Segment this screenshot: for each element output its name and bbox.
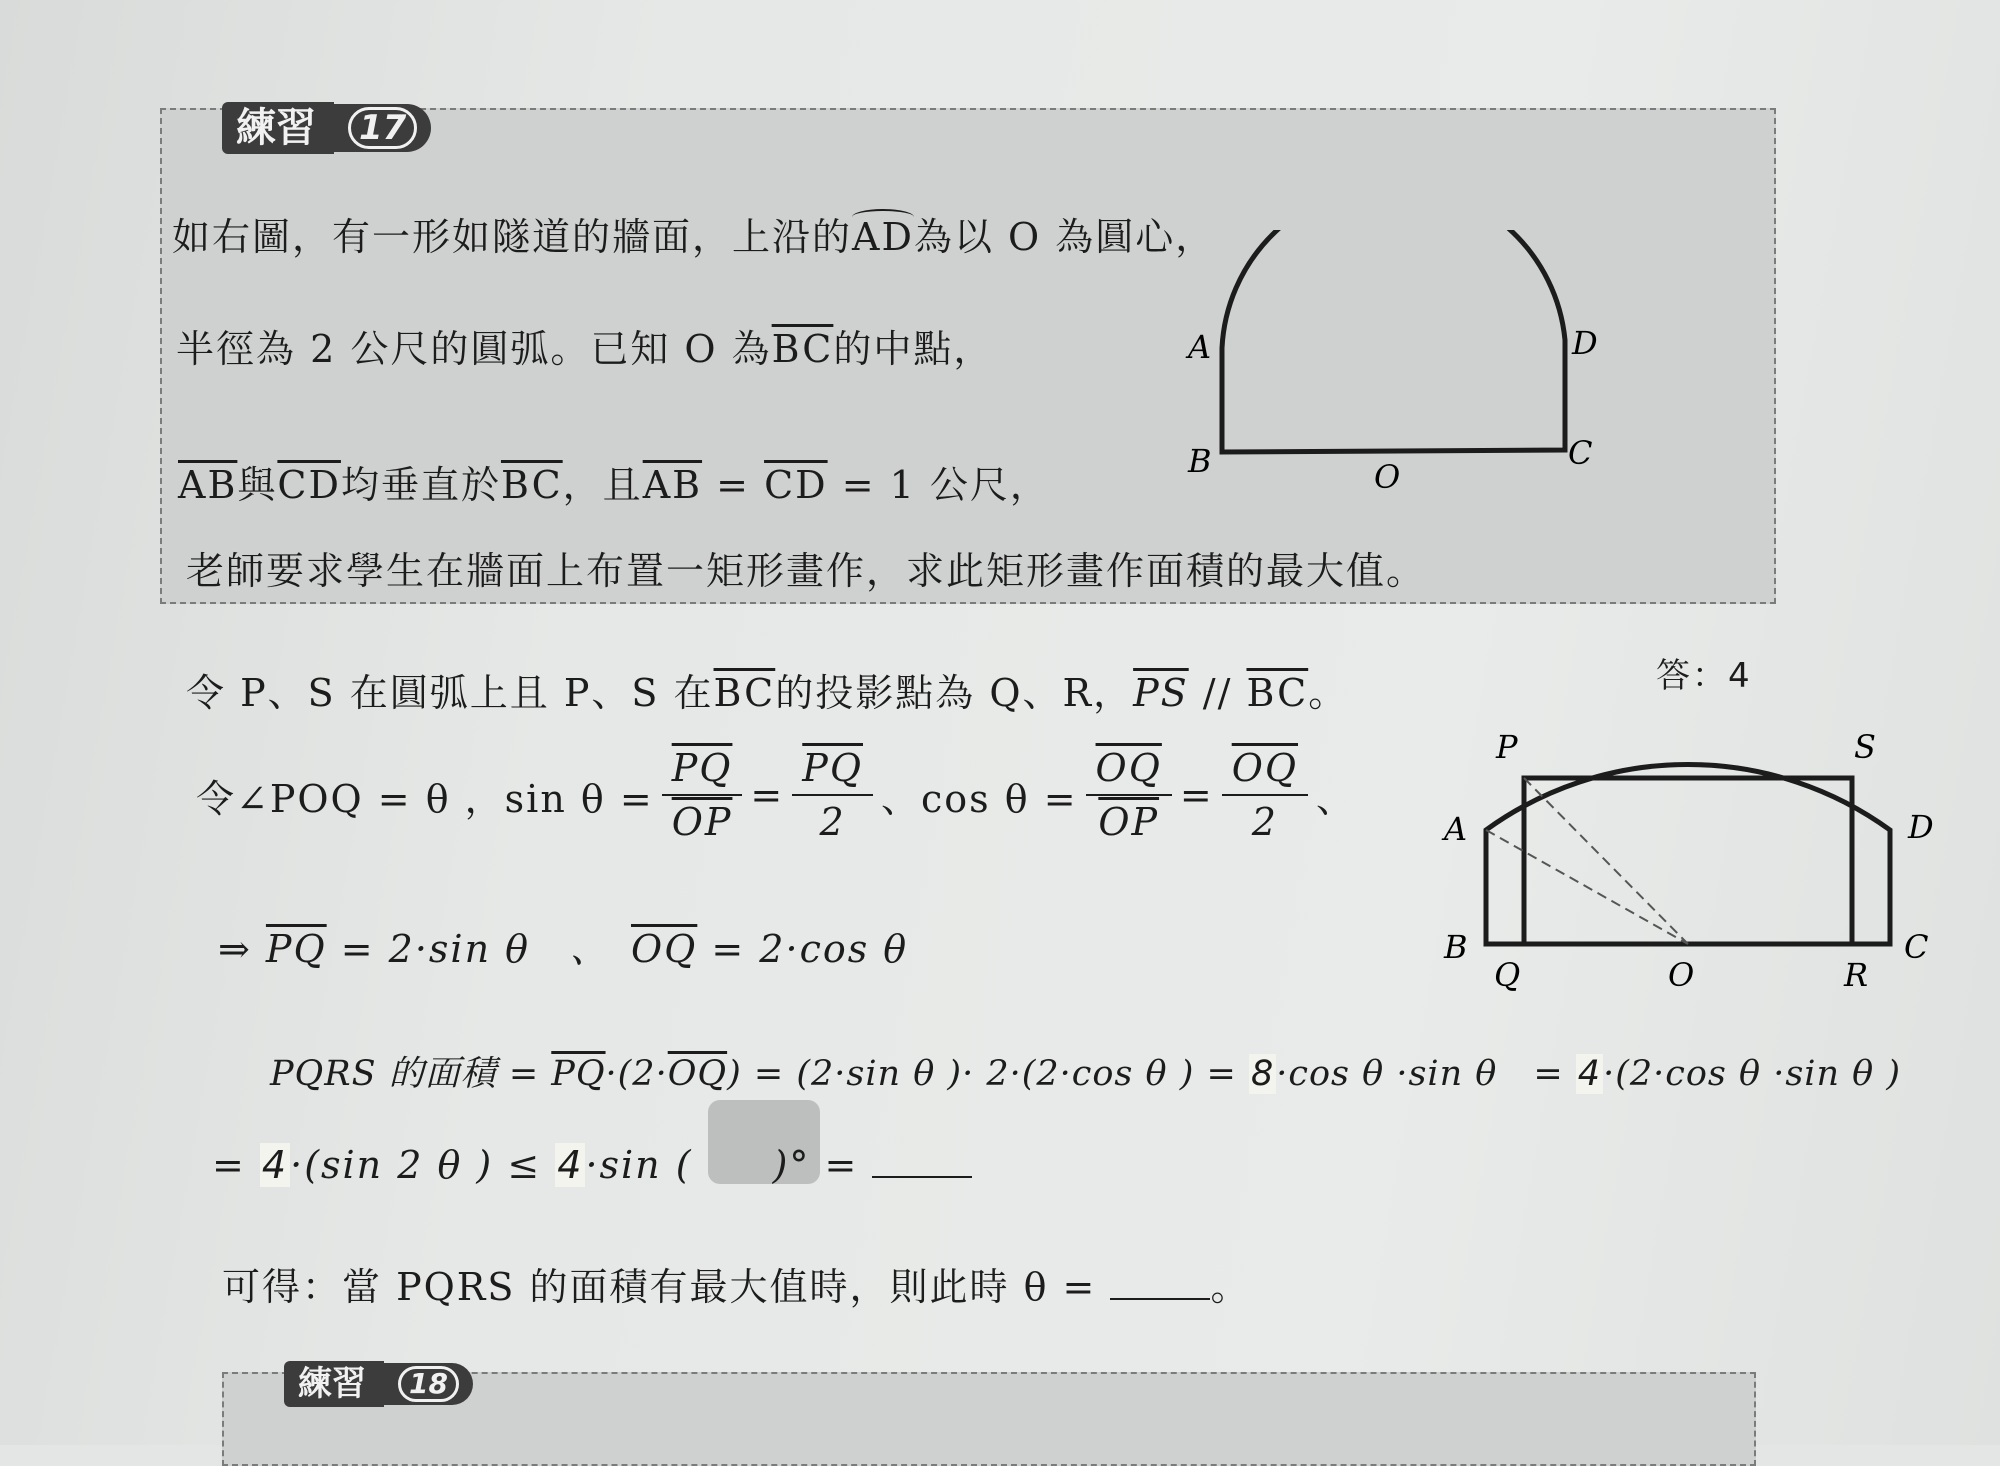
exercise-18-tag xyxy=(284,1358,473,1410)
label-S: S xyxy=(1854,728,1876,766)
label-O: O xyxy=(1374,458,1401,496)
label-P: P xyxy=(1496,728,1518,766)
label-B: B xyxy=(1444,928,1468,966)
inscribed-rectangle xyxy=(1524,778,1852,944)
exercise-tag-label: 練習 xyxy=(222,102,334,154)
solution-line-5: = 4·(sin 2 θ ) ≤ 4·sin ( )° = xyxy=(212,1134,972,1189)
solution-line-4: PQRS 的面積 = $\overline{PQ}\cdot(2\cdot\overline{OQ}) = (2\cdot\sin$ θ )· 2·(2·cos θ ) = 8·cos θ ·sin θ = 4·(2·cos θ ·sin θ ) xyxy=(270,1054,1902,1094)
fraction-pq-2: $\frac{\overline{PQ}}{2}$ xyxy=(792,746,873,844)
radius-oa xyxy=(1486,830,1688,944)
label-O: O xyxy=(1668,956,1695,994)
label-A: A xyxy=(1188,328,1212,366)
tunnel-outline xyxy=(1486,764,1890,944)
solution-line-1: 令 P、S 在圓弧上且 P、S 在$\overline{BC}$的投影點為 Q、R，$\overline{PS} // \overline{BC}$。 xyxy=(186,671,1349,715)
problem-line-1: 如右圖，有一形如隧道的牆面，上沿的 AD為以 O 為圓心， xyxy=(172,206,1215,261)
answer-blank[interactable] xyxy=(872,1146,972,1178)
label-A: A xyxy=(1444,810,1468,848)
solution-line-3: ⇒ $\overline{PQ} = 2\cdot\sin$ θ 、 $\overline{OQ} = 2\cdot\cos$ θ xyxy=(218,927,909,971)
tunnel-outline xyxy=(1222,230,1565,452)
exercise-tag-number: 18 xyxy=(398,1366,459,1402)
handwritten-4: 4 xyxy=(557,1143,584,1187)
exercise-tag-number: 17 xyxy=(348,107,417,149)
label-C: C xyxy=(1904,928,1929,966)
fraction-oq-2: $\frac{\overline{OQ}}{2}$ xyxy=(1222,746,1308,844)
handwritten-4: 4 xyxy=(1577,1054,1602,1094)
rectangle-in-tunnel-figure xyxy=(1430,700,1950,1000)
exercise-17-tag xyxy=(222,102,431,154)
handwritten-8: 8 xyxy=(1250,1054,1275,1094)
exercise-tag-label: 練習 xyxy=(284,1361,384,1407)
fraction-pq-op: $\frac{\overline{PQ}}{OP}$ xyxy=(662,746,743,844)
handwritten-4: 4 xyxy=(261,1143,289,1187)
label-C: C xyxy=(1568,434,1593,472)
arc-symbol xyxy=(852,209,914,225)
fraction-oq-op: $\frac{\overline{OQ}}{OP}$ xyxy=(1086,746,1172,844)
label-Q: Q xyxy=(1494,956,1521,994)
label-D: D xyxy=(1572,324,1598,362)
theta-blank[interactable] xyxy=(1110,1268,1210,1300)
problem-line-4: 老師要求學生在牆面上布置一矩形畫作，求此矩形畫作面積的最大值。 xyxy=(186,549,1427,593)
answer-label: 答：4 xyxy=(1656,656,1752,696)
solution-line-2: 令∠POQ = θ ，sin θ = $\frac{\overline{PQ}}{OP}$ = $\frac{\overline{PQ}}{2}$ 、cos θ = $\frac{\overline{OQ}}{OP}$ = $\frac{\overline{OQ}}{2}$ 、 xyxy=(196,746,1357,844)
problem-line-2: 半徑為 2 公尺的圓弧。已知 O 為$\overline{BC}$的中點， xyxy=(176,327,994,371)
tunnel-figure xyxy=(1160,230,1620,500)
problem-line-3: $\overline{AB}$與$\overline{CD}$均垂直於$\overline{BC}$，且$\overline{AB} = \overline{CD} = 1$ 公尺， xyxy=(178,463,1050,507)
label-D: D xyxy=(1908,808,1934,846)
label-B: B xyxy=(1188,442,1212,480)
radius-op xyxy=(1524,778,1688,944)
solution-line-6: 可得：當 PQRS 的面積有最大值時，則此時 θ = 。 xyxy=(222,1265,1251,1309)
label-R: R xyxy=(1844,956,1869,994)
